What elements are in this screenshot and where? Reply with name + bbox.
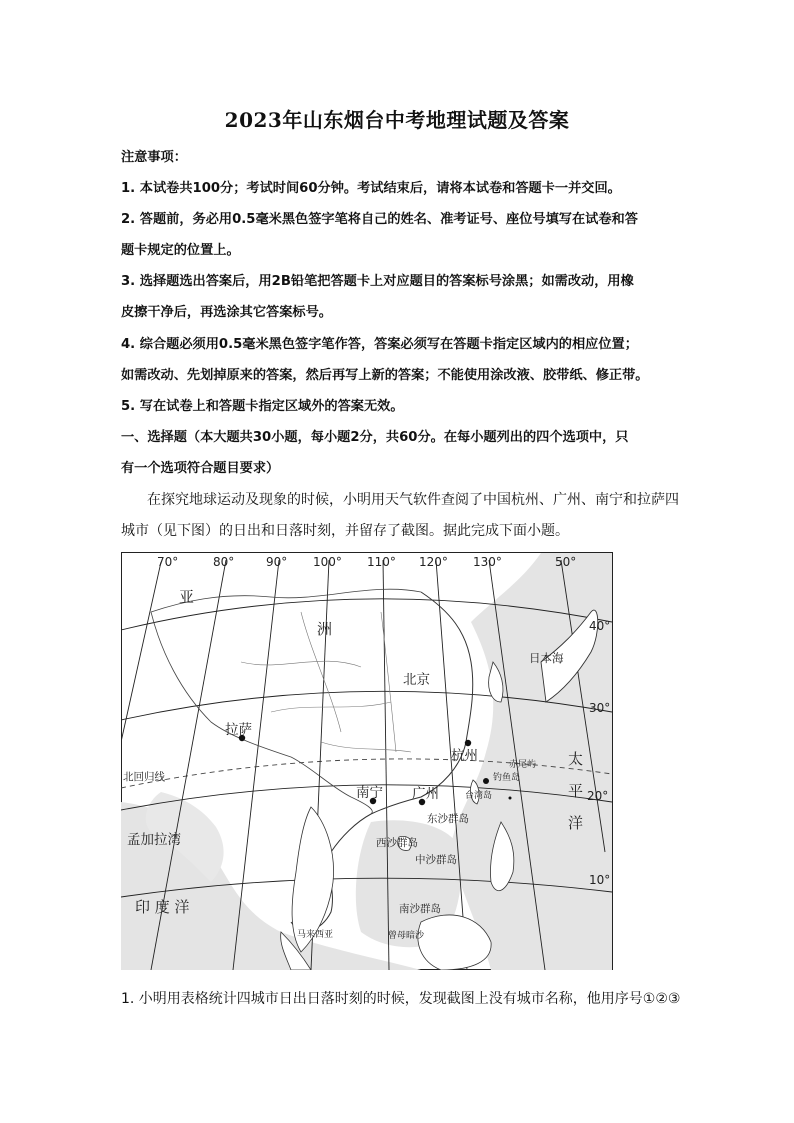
indian-ocean-label: 印 度 洋 (135, 898, 190, 916)
pacific-label-2: 平 (568, 782, 584, 800)
lon-label-100: 100° (313, 555, 342, 569)
nansha-label: 南沙群岛 (399, 903, 441, 915)
question-1: 1. 小明用表格统计四城市日出日落时刻的时候，发现截图上没有城市名称，他用序号①②③ (121, 991, 681, 1007)
city-beijing-label: 北京 (403, 672, 430, 688)
lon-label-130: 130° (473, 555, 502, 569)
zhongsha-label: 中沙群岛 (415, 854, 457, 866)
notice-line-1: 1. 本试卷共100分；考试时间60分钟。考试结束后，请将本试卷和答题卡一并交回。 (121, 181, 621, 196)
lon-label-120: 120° (419, 555, 448, 569)
lat-label-10: 10° (589, 873, 611, 887)
dongsha-label: 东沙群岛 (427, 813, 469, 825)
taiwan-label: 台湾岛 (465, 791, 493, 801)
lon-label-80: 80° (213, 555, 235, 569)
sea-of-japan-label: 日本海 (529, 651, 564, 665)
notice-line-3: 题卡规定的位置上。 (121, 243, 240, 258)
intro-line-2: 城市（见下图）的日出和日落时刻，并留存了截图。据此完成下面小题。 (121, 523, 569, 539)
notice-heading: 注意事项： (121, 150, 187, 165)
diaoyu-label: 钓鱼岛 (493, 773, 521, 783)
page-title: 2023年山东烟台中考地理试题及答案 (224, 108, 570, 132)
notice-line-4: 3. 选择题选出答案后，用2B铅笔把答题卡上对应题目的答案标号涂黑；如需改动，用橡 (121, 274, 634, 289)
island-dot (509, 797, 512, 800)
zengmu-label: 曾母暗沙 (388, 931, 425, 941)
pacific-label-1: 太 (568, 750, 584, 768)
notice-line-5: 皮擦干净后，再选涂其它答案标号。 (121, 305, 332, 320)
notice-line-8: 5. 写在试卷上和答题卡指定区域外的答案无效。 (121, 399, 404, 414)
notice-line-2: 2. 答题前，务必用0.5毫米黑色签字笔将自己的姓名、准考证号、座位号填写在试卷和答 (121, 212, 638, 227)
city-lhasa-label: 拉萨 (225, 722, 252, 738)
intro-line-1: 在探究地球运动及现象的时候，小明用天气软件查阅了中国杭州、广州、南宁和拉萨四 (147, 492, 679, 508)
lon-label-110: 110° (367, 555, 396, 569)
lat-label-20: 20° (587, 789, 609, 803)
tropic-label: 北回归线 (123, 771, 165, 783)
pacific-label-3: 洋 (568, 814, 584, 832)
notice-line-6: 4. 综合题必须用0.5毫米黑色签字笔作答，答案必须写在答题卡指定区域内的相应位置； (121, 337, 638, 352)
city-guangzhou-label: 广州 (412, 786, 439, 802)
map-figure (121, 552, 613, 970)
lon-label-50: 50° (555, 555, 577, 569)
bay-of-bengal-label: 孟加拉湾 (127, 832, 181, 848)
lat-label-30: 30° (589, 701, 611, 715)
lat-label-40: 40° (589, 619, 611, 633)
city-hangzhou-label: 杭州 (451, 748, 478, 764)
lon-label-70: 70° (157, 555, 179, 569)
city-hangzhou-marker (465, 740, 471, 746)
city-nanning-label: 南宁 (356, 785, 383, 801)
chiwei-label: 赤尾屿 (509, 760, 537, 770)
section-heading-line-1: 一、选择题（本大题共30小题，每小题2分，共60分。在每小题列出的四个选项中，只 (121, 430, 629, 445)
asia-label-1: 亚 (179, 588, 195, 606)
diaoyu-marker (483, 778, 489, 784)
lon-label-90: 90° (266, 555, 288, 569)
asia-label-2: 洲 (317, 620, 333, 638)
xisha-label: 西沙群岛 (376, 837, 418, 849)
section-heading-line-2: 有一个选项符合题目要求） (121, 461, 280, 476)
malaysia-label: 马来西亚 (297, 930, 334, 940)
notice-line-7: 如需改动、先划掉原来的答案，然后再写上新的答案；不能使用涂改液、胶带纸、修正带。 (121, 368, 649, 383)
